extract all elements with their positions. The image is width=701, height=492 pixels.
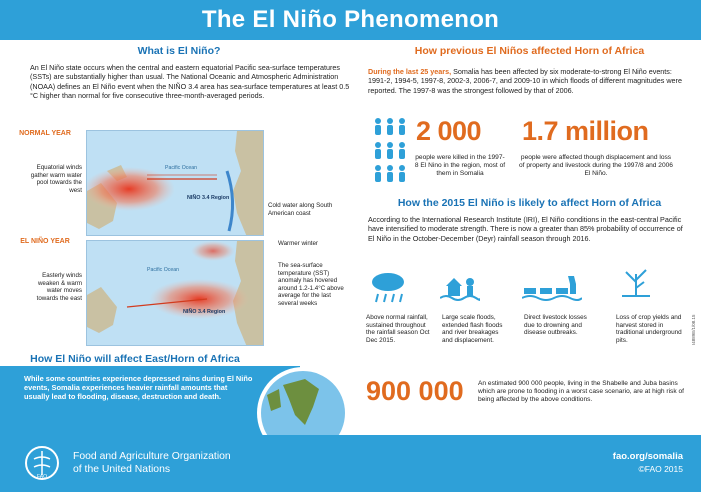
organization-name [73, 451, 231, 476]
east-africa-text: While some countries experience depressed rains during El Niño events, Somalia experiences heavier rainfall amounts that usually lead to flooding, disease, destruction and death. [24, 374, 253, 401]
normal-region-label: NIÑO 3.4 Region [187, 195, 230, 201]
fao-logo-icon [24, 445, 60, 481]
likely-effect-text: According to the International Research Institute (IRI), El Niño conditions in the east-central Pacific have intensified to moderate strength. There is now a greater than 85% probability of occurrence of El Niño in the October-December (Deyr) rainfall season through 2016. [368, 215, 683, 243]
normal-year-label: NORMAL YEAR [19, 130, 71, 137]
fao-logo-text: FAO [36, 474, 48, 480]
right-column [358, 40, 701, 435]
previous-body: Somalia has been affected by six moderate-to-strong El Niño events: 1991-2, 1994-5, 1997-8, 2002-3, 2006-7, and 2009-10 in which floods of different magnitudes were reported. The 1997-8 was the strongest followed by that of 2006. [368, 67, 682, 95]
rain-cloud-icon [368, 270, 408, 304]
copyright-text: ©FAO 2015 [638, 464, 683, 474]
flood-house-icon [440, 270, 480, 304]
deaths-stat-value: 2 000 [416, 116, 482, 146]
east-africa-heading: How El Niño will affect East/Horn of Africa [30, 353, 240, 365]
normal-ocean-label: Pacific Ocean [165, 165, 198, 171]
page-title: The El Niño Phenomenon [201, 6, 500, 33]
document-code: I4889E/1/08.15 [691, 314, 696, 345]
previous-lead: During the last 25 years, [368, 67, 452, 76]
affected-stat-value: 1.7 million [522, 116, 649, 146]
el-nino-year-map-graphic [87, 241, 264, 346]
what-is-el-nino-text: An El Niño state occurs when the central and eastern equatorial Pacific sea-surface temperatures (SSTs) are substantially higher than usual. The National Oceanic and Atmospheric Administration (NOAA) defines an El Niño event when the NIÑO 3.4 area has sea-surface temperatures at least 0.5 °C higher than normal for five consecutive three-month-averaged periods. [30, 63, 350, 100]
dead-tree-icon [616, 266, 656, 300]
normal-year-map [86, 130, 264, 236]
impact-floods-text: Large scale floods, extended flash floods and river breakages and displacement. [442, 314, 503, 344]
livestock-icon [522, 270, 582, 304]
what-is-el-nino-heading: What is El Niño? [137, 45, 221, 57]
at-risk-stat-desc: An estimated 900 000 people, living in the Shabelle and Juba basins which are prone to flooding in a worst case scenario, are at high risk of being affected by the above conditions. [478, 380, 684, 403]
el-nino-year-label: EL NIÑO YEAR [20, 238, 70, 245]
left-column [0, 40, 358, 435]
impact-livestock-text: Direct livestock losses due to drowning and disease outbreaks. [524, 314, 587, 337]
previous-el-ninos-heading: How previous El Niños affected Horn of Africa [414, 45, 645, 57]
previous-el-ninos-text [368, 67, 688, 95]
organization-name-line2: of the United Nations [73, 463, 171, 475]
nino-ocean-label: Pacific Ocean [147, 267, 180, 273]
affected-stat-desc: people were affected though displacement and loss of property and livestock during the 1997/8 and 2006 El Niño. [519, 154, 673, 177]
normal-year-map-graphic [87, 131, 264, 236]
people-icon [370, 115, 410, 185]
nino-region-label: NIÑO 3.4 Region [183, 309, 226, 315]
normal-year-left-note: Equatorial winds gather warm water pool towards the west [30, 164, 82, 194]
globe-icon [253, 355, 351, 435]
organization-name-line1: Food and Agriculture Organization [73, 451, 231, 462]
page-header [0, 0, 701, 40]
deaths-stat-desc: people were killed in the 1997-8 El Nino in the region, most of them in Somalia [414, 154, 506, 177]
impact-crops-text: Loss of crop yields and harvest stored in traditional underground pits. [616, 314, 682, 344]
warmer-winter-note: Warmer winter [278, 240, 318, 247]
website-link[interactable]: fao.org/somalia [612, 451, 683, 462]
likely-effect-heading: How the 2015 El Niño is likely to affect Horn of Africa [397, 197, 662, 209]
footer [0, 435, 701, 492]
el-nino-year-left-note: Easterly winds weaken & warm water moves towards the east [36, 272, 82, 302]
impact-rainfall-text: Above normal rainfall, sustained throughout the rainfall season Oct Dec 2015. [366, 314, 430, 344]
at-risk-stat-value: 900 000 [366, 376, 464, 406]
normal-year-right-note: Cold water along South American coast [268, 202, 333, 217]
el-nino-year-right-note: The sea-surface temperature (SST) anomaly has hovered around 1.2-1.4°C above average for the last several weeks [278, 262, 344, 307]
el-nino-year-map [86, 240, 264, 346]
